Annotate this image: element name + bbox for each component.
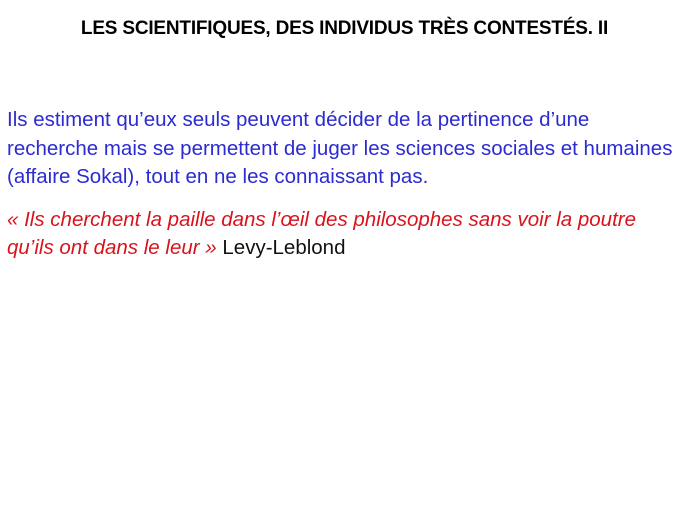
body-paragraph: Ils estiment qu’eux seuls peuvent décider de la pertinence d’une recherche mais se permettent de juger les sciences sociales et humaines (affaire Sokal), tout en ne les connaissant pas.: [7, 108, 673, 188]
quote-author: Levy-Leblond: [222, 236, 346, 259]
slide-body: [7, 106, 683, 263]
quote-paragraph: [7, 206, 683, 263]
slide-title: LES SCIENTIFIQUES, DES INDIVIDUS TRÈS CONTESTÉS. II: [80, 18, 609, 39]
quote-text: « Ils cherchent la paille dans l’œil des philosophes sans voir la poutre qu’ils ont dans le leur »: [7, 207, 637, 259]
